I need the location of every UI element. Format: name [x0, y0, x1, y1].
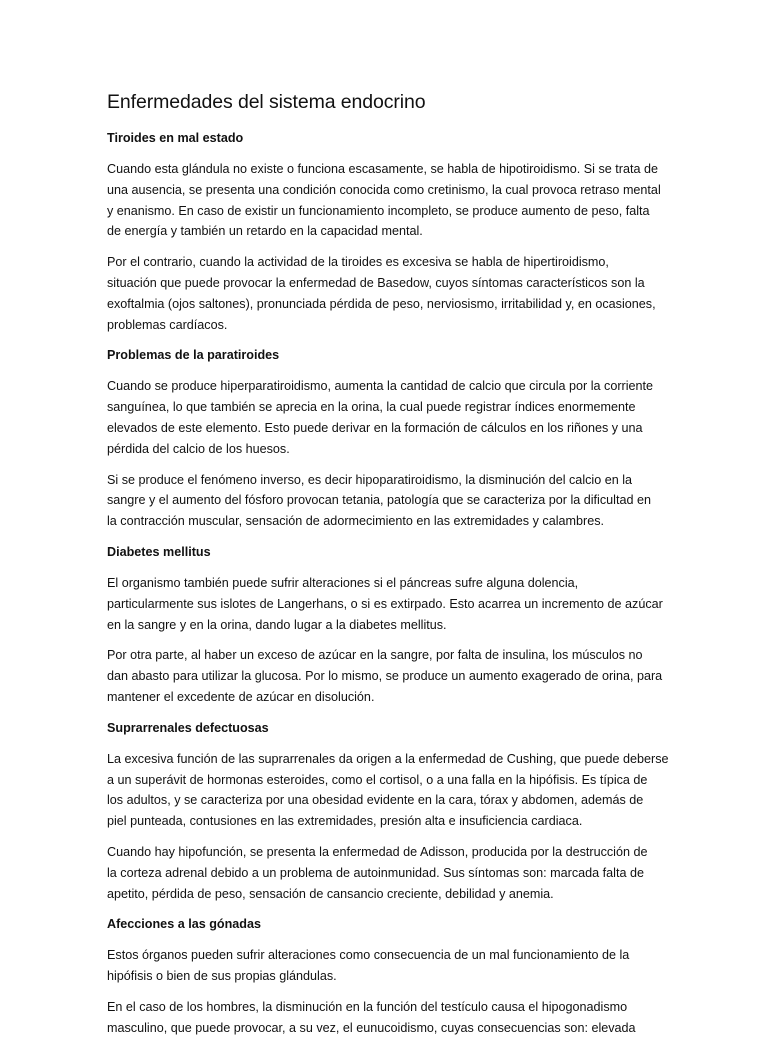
text-line: los adultos, y se caracteriza por una obesidad evidente en la cara, tórax y abdomen, además de: [107, 793, 644, 808]
text-line: hipófisis o bien de sus propias glándulas.: [107, 969, 337, 984]
paragraph: [107, 749, 669, 832]
text-line: Por el contrario, cuando la actividad de la tiroides es excesiva se habla de hipertiroidismo,: [107, 255, 609, 270]
text-line: y enanismo. En caso de existir un funcionamiento incompleto, se produce aumento de peso, falta: [107, 203, 650, 218]
section-heading: Diabetes mellitus: [107, 544, 211, 559]
text-line: una ausencia, se presenta una condición conocida como cretinismo, la cual provoca retraso mental: [107, 182, 661, 197]
text-line: elevados de este elemento. Esto puede derivar en la formación de cálculos en los riñones y una: [107, 420, 643, 435]
paragraph: [107, 252, 663, 335]
text-line: particularmente sus islotes de Langerhans, o si es extirpado. Esto acarrea un incremento de azúcar: [107, 596, 663, 611]
text-line: sangre y el aumento del fósforo provocan tetania, patología que se caracteriza por la dificultad en: [107, 493, 651, 508]
section-paratiroides: [107, 345, 663, 542]
section-heading: Suprarrenales defectuosas: [107, 720, 269, 735]
text-line: en la sangre y en la orina, dando lugar a la diabetes mellitus.: [107, 617, 447, 632]
text-line: En el caso de los hombres, la disminución en la función del testículo causa el hipogonadismo: [107, 999, 628, 1014]
section-gonadas: [107, 914, 663, 1038]
paragraph: [107, 945, 663, 987]
text-line: Cuando se produce hiperparatiroidismo, aumenta la cantidad de calcio que circula por la corriente: [107, 379, 654, 394]
section-diabetes: [107, 542, 663, 718]
text-line: la contracción muscular, sensación de adormecimiento en las extremidades y calambres.: [107, 514, 604, 529]
text-line: apetito, pérdida de peso, sensación de cansancio creciente, debilidad y anemia.: [107, 886, 554, 901]
text-line: Cuando esta glándula no existe o funciona escasamente, se habla de hipotiroidismo. Si se trata de: [107, 162, 658, 176]
text-line: sanguínea, lo que también se aprecia en la orina, la cual puede registrar índices enormemente: [107, 400, 636, 415]
text-line: mantener el excedente de azúcar en disolución.: [107, 689, 375, 704]
section-tiroides: [107, 128, 663, 345]
paragraph: [107, 159, 663, 242]
document-title: Enfermedades del sistema endocrino: [107, 91, 426, 113]
text-line: problemas cardíacos.: [107, 317, 228, 332]
text-line: dan abasto para utilizar la glucosa. Por lo mismo, se produce un aumento exagerado de orina, para: [107, 669, 663, 684]
paragraph: [107, 376, 663, 459]
text-line: Por otra parte, al haber un exceso de azúcar en la sangre, por falta de insulina, los músculos no: [107, 648, 643, 663]
text-line: de energía y también un retardo en la capacidad mental.: [107, 224, 423, 239]
text-line: la corteza adrenal debido a un problema de autoinmunidad. Sus síntomas son: marcada falta de: [107, 865, 644, 880]
section-heading: Problemas de la paratiroides: [107, 348, 280, 363]
text-line: Estos órganos pueden sufrir alteraciones como consecuencia de un mal funcionamiento de la: [107, 948, 630, 963]
text-line: Cuando hay hipofunción, se presenta la enfermedad de Adisson, producida por la destrucción de: [107, 844, 648, 859]
paragraph: [107, 573, 663, 635]
text-line: La excesiva función de las suprarrenales da origen a la enfermedad de Cushing, que puede deberse: [107, 751, 669, 766]
paragraph: [107, 470, 663, 532]
document-body: [107, 128, 669, 1039]
section-heading: Afecciones a las gónadas: [107, 917, 261, 932]
text-line: piel punteada, contusiones en las extremidades, presión alta e insuficiencia cardiaca.: [107, 814, 583, 829]
text-line: pérdida del calcio de los huesos.: [107, 441, 290, 456]
text-line: masculino, que puede provocar, a su vez, el eunucoidismo, cuyas consecuencias son: elevada: [107, 1020, 636, 1035]
text-line: exoftalmia (ojos saltones), pronunciada pérdida de peso, nerviosismo, irritabilidad y, en ocasiones,: [107, 296, 656, 311]
section-heading: Tiroides en mal estado: [107, 131, 244, 145]
paragraph: [107, 645, 663, 707]
section-suprarrenales: [107, 718, 669, 915]
text-line: situación que puede provocar la enfermedad de Basedow, cuyos síntomas característicos son la: [107, 275, 645, 290]
text-line: Si se produce el fenómeno inverso, es decir hipoparatiroidismo, la disminución del calcio en la: [107, 472, 633, 487]
paragraph: [107, 842, 663, 904]
paragraph: [107, 997, 663, 1039]
text-line: El organismo también puede sufrir alteraciones si el páncreas sufre alguna dolencia,: [107, 575, 579, 590]
text-line: a un superávit de hormonas esteroides, como el cortisol, o a una falla en la hipófisis. Es típica de: [107, 772, 648, 787]
